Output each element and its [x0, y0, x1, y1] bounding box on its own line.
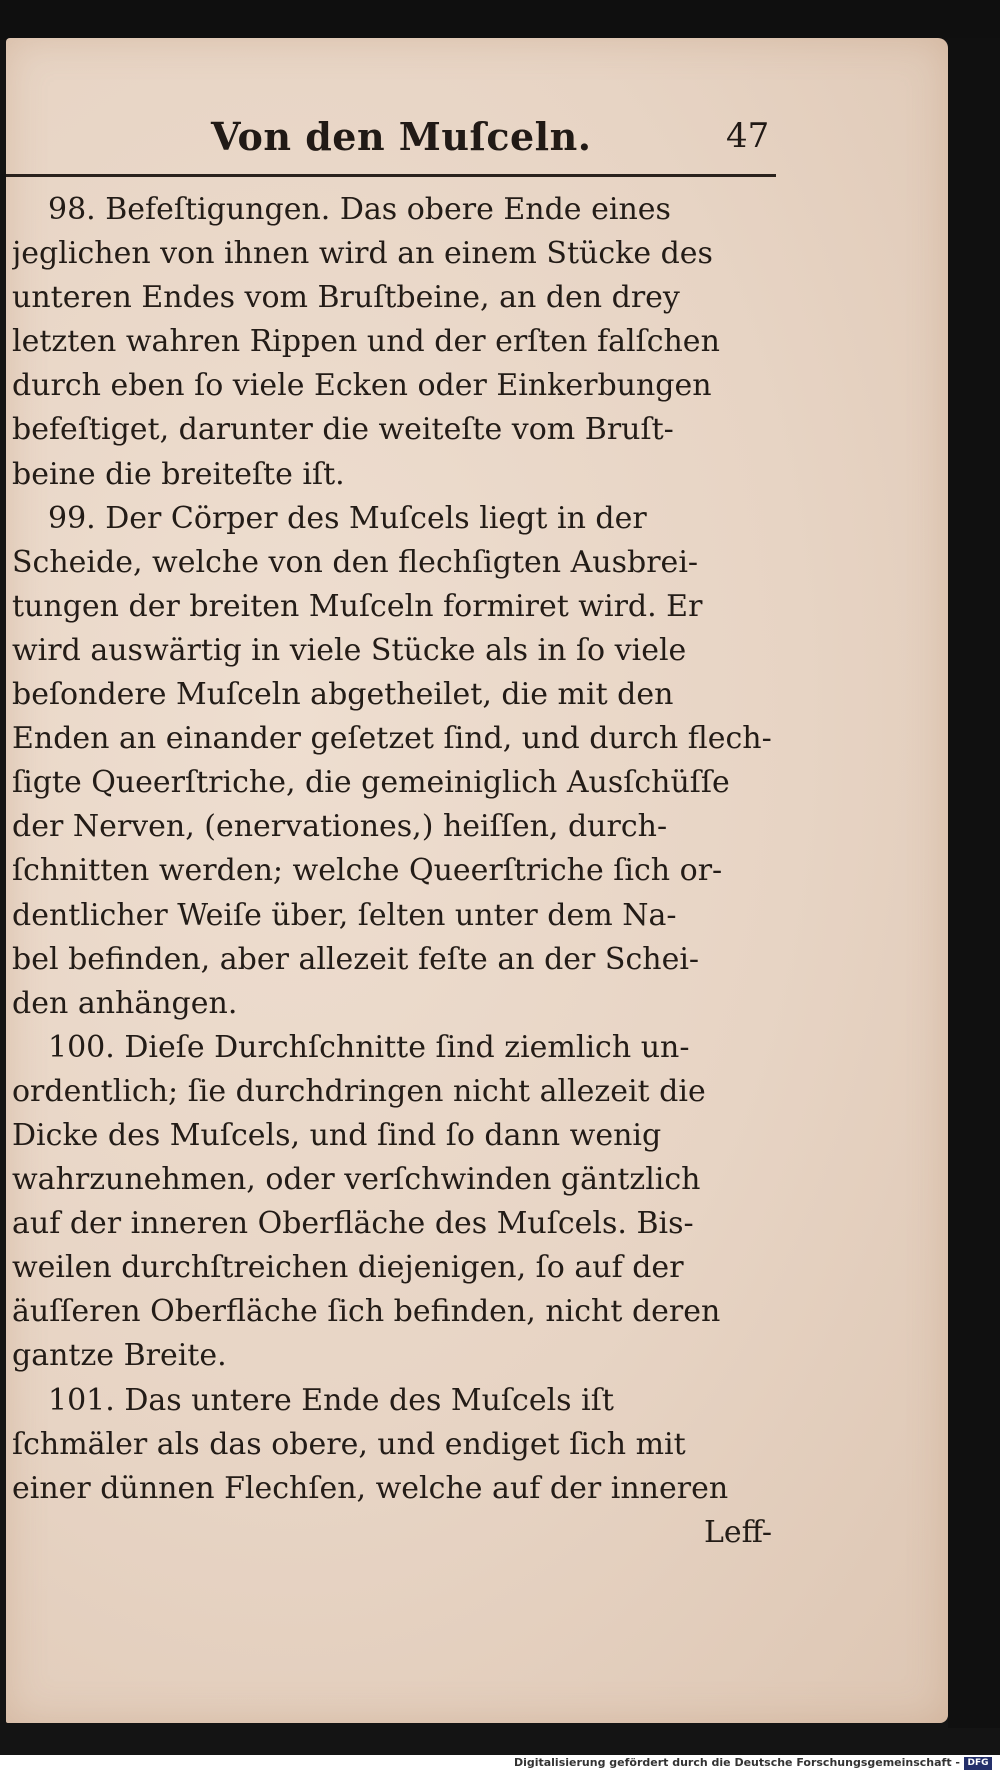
text-line: 100. Dieſe Durchſchnitte ſind ziemlich un-: [48, 1029, 690, 1065]
page-number: 47: [726, 116, 770, 156]
text-line: gantze Breite.: [12, 1338, 227, 1374]
text-line: letzten wahren Rippen und der erſten falſchen: [12, 324, 720, 360]
text-line: Dicke des Muſcels, und ſind ſo dann wenig: [12, 1117, 662, 1153]
text-line: befeſtiget, darunter die weiteſte vom Bruſt-: [12, 412, 674, 448]
text-line: ſchnitten werden; welche Queerſtriche ſich or-: [12, 853, 723, 889]
text-line: wahrzunehmen, oder verſchwinden gäntzlich: [12, 1162, 701, 1198]
text-line: auf der inneren Oberfläche des Muſcels. Bis-: [12, 1206, 694, 1242]
text-line: bel befinden, aber allezeit feſte an der Schei-: [12, 941, 700, 977]
running-head: [6, 108, 948, 168]
dfg-logo: DFG: [964, 1757, 992, 1770]
text-line: äuſſeren Oberfläche ſich befinden, nicht deren: [12, 1294, 721, 1330]
text-line: ſigte Queerſtriche, die gemeiniglich Ausſchüſſe: [12, 765, 730, 801]
text-line: weilen durchſtreichen diejenigen, ſo auf der: [12, 1250, 684, 1286]
running-head-title: Von den Muſceln.: [211, 114, 592, 159]
text-line: 98. Befeſtigungen. Das obere Ende eines: [48, 192, 671, 227]
text-line: durch eben ſo viele Ecken oder Einkerbungen: [12, 368, 712, 404]
header-rule: [6, 174, 776, 177]
catchword: Leff-: [703, 1514, 772, 1550]
body-text: [12, 188, 776, 1555]
text-line: wird auswärtig in viele Stücke als in ſo viele: [12, 632, 687, 668]
text-line: ordentlich; ſie durchdringen nicht allezeit die: [12, 1073, 706, 1109]
scan-background-right: [948, 38, 1000, 1728]
text-line: ſchmäler als das obere, und endiget ſich mit: [12, 1426, 686, 1462]
digitization-credit: Digitalisierung gefördert durch die Deutsche Forschungsgemeinschaft -: [513, 1756, 960, 1769]
scan-background-top: [0, 0, 1000, 40]
text-line: tungen der breiten Muſceln formiret wird. Er: [12, 588, 703, 624]
text-line: beſondere Muſceln abgetheilet, die mit den: [12, 677, 674, 713]
text-line: 101. Das untere Ende des Muſcels iſt: [48, 1382, 614, 1418]
text-line: unteren Endes vom Bruſtbeine, an den drey: [12, 280, 680, 316]
text-line: Scheide, welche von den flechſigten Ausbrei-: [12, 544, 699, 580]
text-line: einer dünnen Flechſen, welche auf der inneren: [12, 1470, 729, 1506]
text-line: jeglichen von ihnen wird an einem Stücke des: [12, 236, 713, 272]
text-line: dentlicher Weiſe über, ſelten unter dem Na-: [12, 897, 677, 933]
text-line: 99. Der Cörper des Muſcels liegt in der: [48, 500, 647, 536]
text-line: beine die breiteſte iſt.: [12, 456, 345, 492]
text-line: der Nerven, (enervationes,) heiſſen, durch-: [12, 809, 668, 845]
text-line: Enden an einander geſetzet ſind, und durch flech-: [12, 721, 772, 757]
text-line: den anhängen.: [12, 985, 238, 1021]
